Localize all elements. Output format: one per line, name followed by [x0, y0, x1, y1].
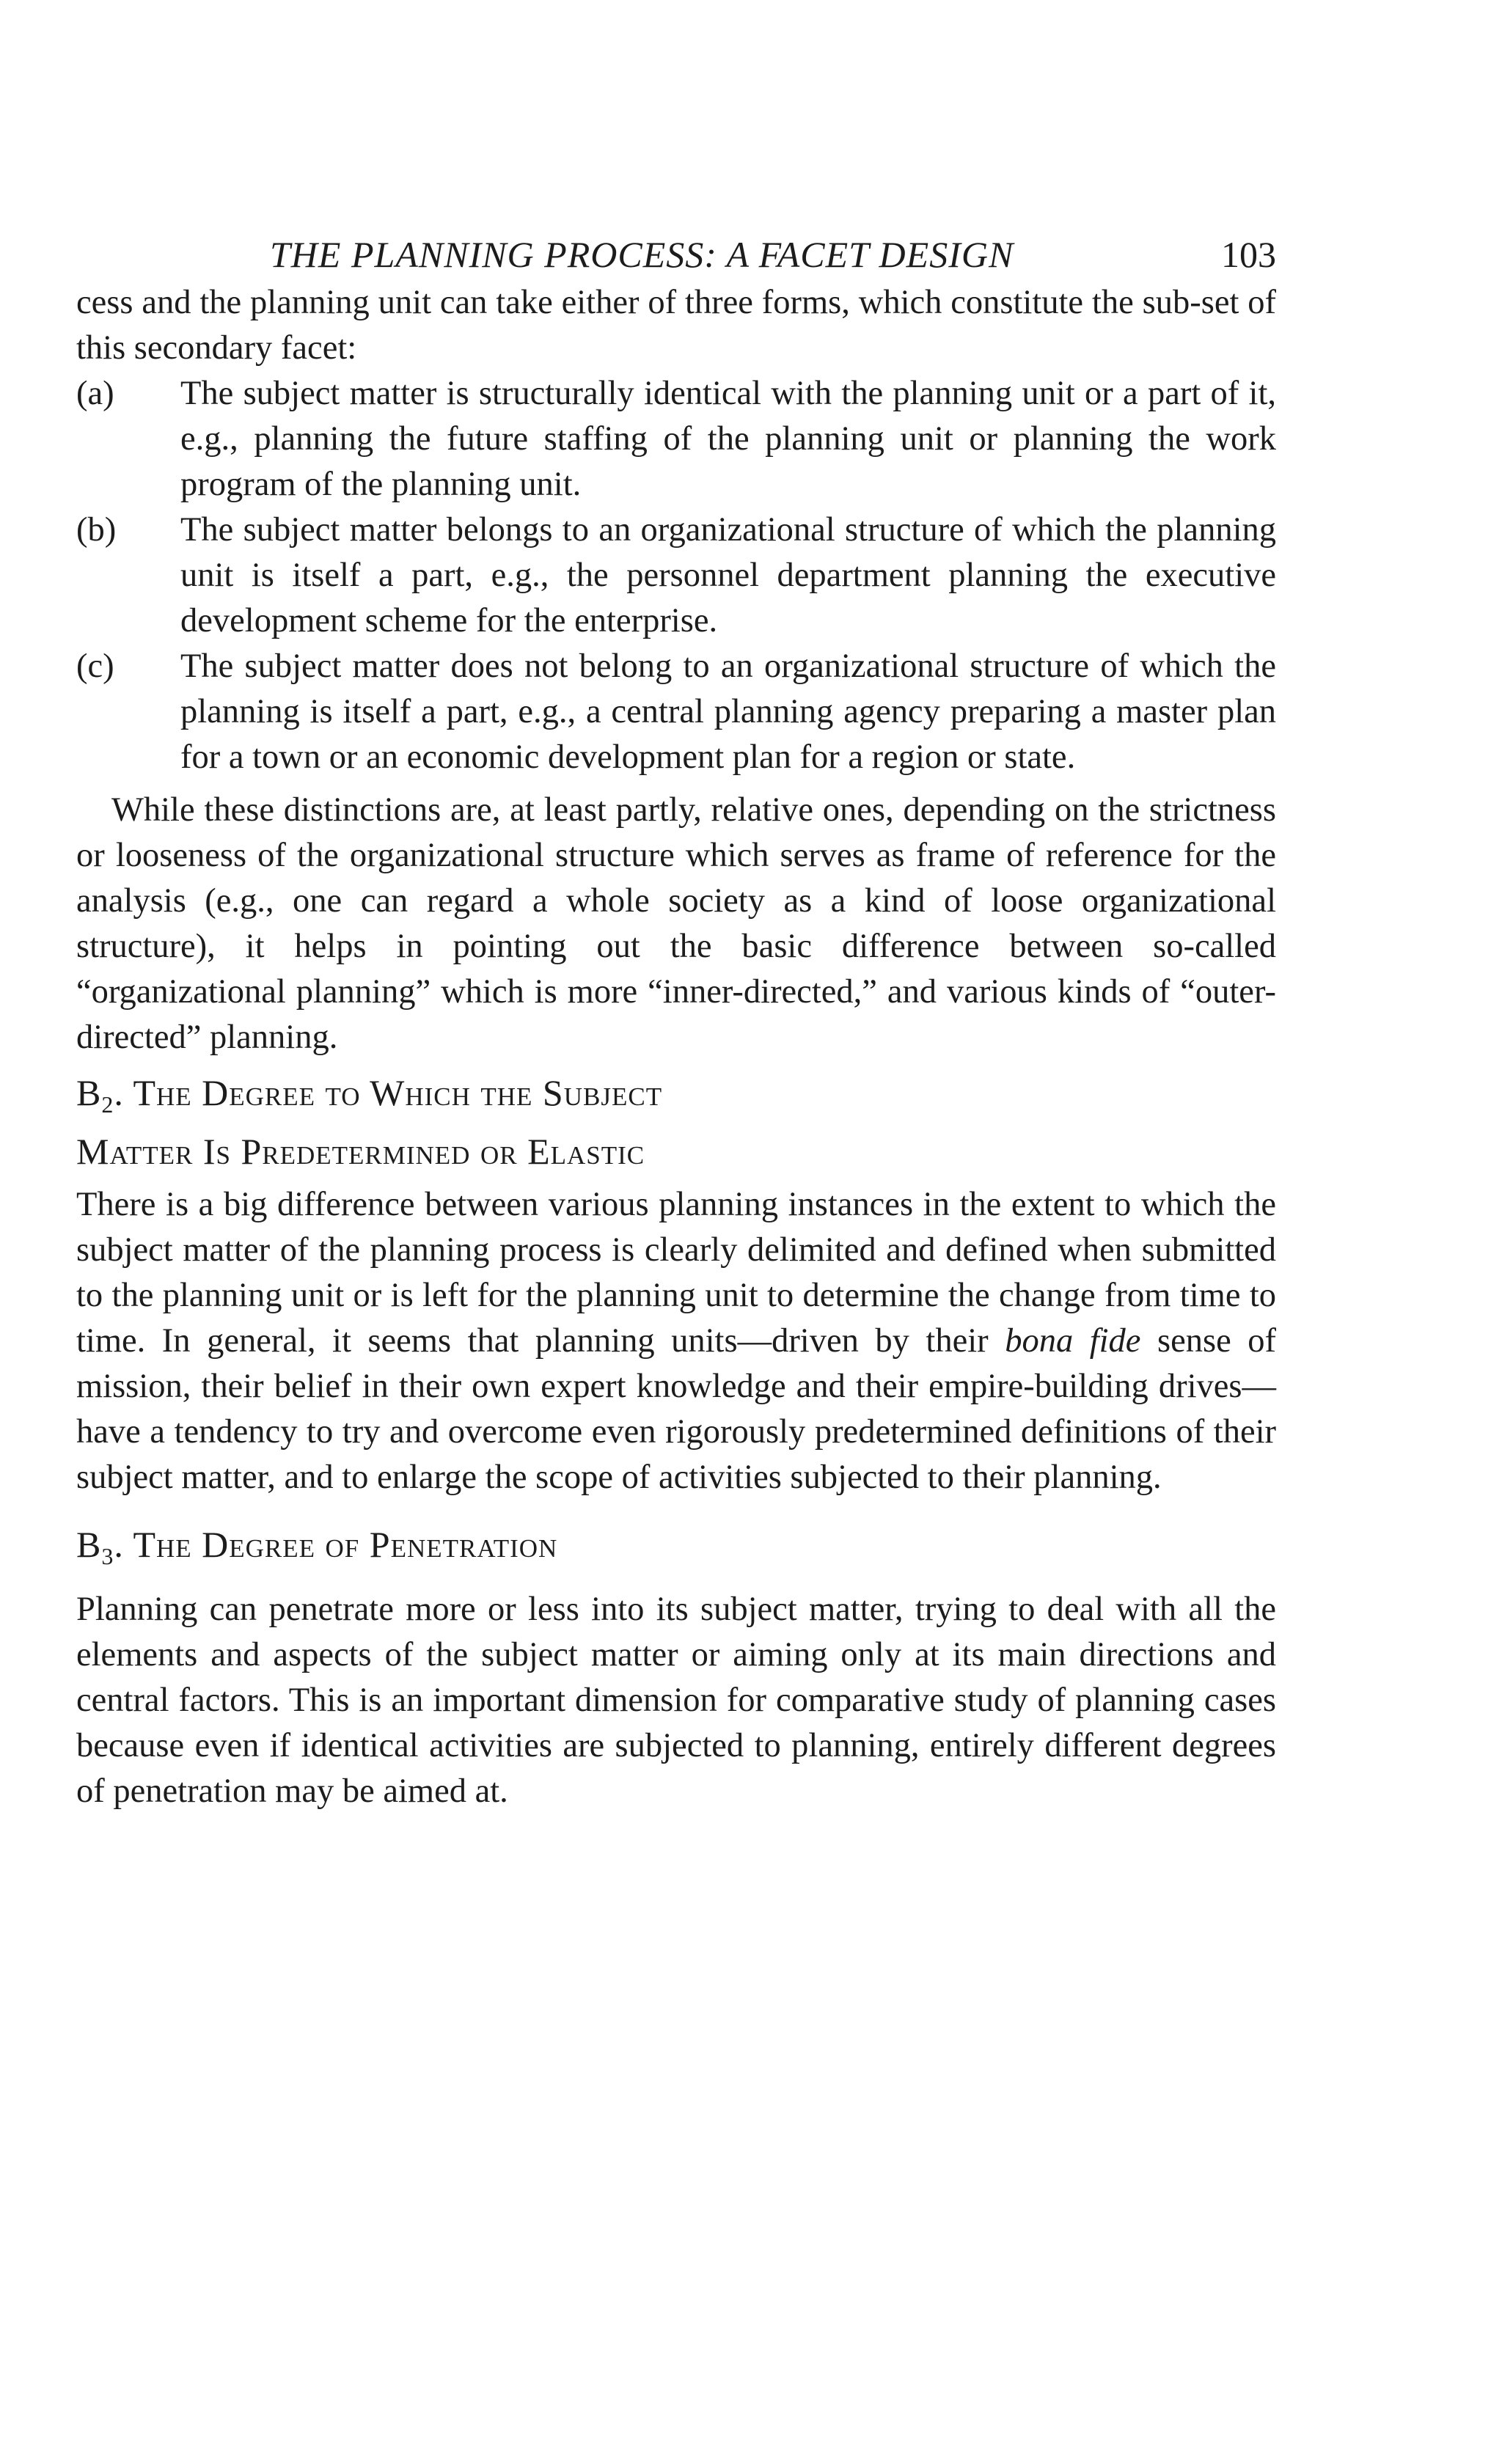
section-label: B — [76, 1524, 102, 1565]
paragraph-b2-italic: bona fide — [1005, 1322, 1141, 1360]
paragraph-distinctions: While these distinctions are, at least partly, relative ones, depending on the strictness or looseness of the organizational structure which serves as frame of reference for the analysis (e.g., one can regard a whole society as a kind of loose organizational structure), it helps in pointing out the basic difference between so-called “organizational planning” which is more “inner-directed,” and various kinds of “outer-directed” planning. — [76, 791, 1276, 1056]
section-heading-b3 — [76, 1521, 1276, 1580]
section-title: . The Degree to Which the Subject — [114, 1072, 663, 1113]
section-subscript: 3 — [101, 1543, 114, 1569]
page-number: 103 — [1221, 234, 1276, 275]
list-item-text: The subject matter is structurally identical with the planning unit or a part of it, e.g., planning the future staffing of the planning unit or planning the work program of the planning unit. — [180, 375, 1276, 503]
running-head — [76, 233, 1276, 277]
list-marker: (b) — [76, 511, 117, 549]
running-title: THE PLANNING PROCESS: A FACET DESIGN — [270, 234, 1014, 275]
book-page — [76, 0, 1276, 2464]
list-marker: (a) — [76, 375, 114, 412]
intro-paragraph: cess and the planning unit can take either of three forms, which constitute the sub-set of this secondary facet: — [76, 284, 1276, 367]
list-marker: (c) — [76, 648, 114, 685]
section-label: B — [76, 1072, 102, 1113]
paragraph-b3: Planning can penetrate more or less into its subject matter, trying to deal with all the elements and aspects of the subject matter or aiming only at its main directions and central factors. This is an important dimension for comparative study of planning cases because even if identical activities are subjected to planning, entirely different degrees of penetration may be aimed at. — [76, 1591, 1276, 1810]
section-title: . The Degree of Penetration — [114, 1524, 558, 1565]
paragraph-b2-part2: sense of mission, their belief in their own expert knowledge and their empire-building drives—have a tendency to try and overcome even rigorously predetermined definitions of their subject matter, and to enlarge the scope of activities subjected to their planning. — [76, 1322, 1276, 1496]
facet-list — [76, 371, 1276, 780]
list-item-text: The subject matter does not belong to an organizational structure of which the planning is itself a part, e.g., a central planning agency preparing a master plan for a town or an economic development plan for a region or state. — [180, 648, 1276, 776]
paragraph-b2 — [76, 1182, 1276, 1500]
list-item-c — [76, 644, 1276, 780]
section-heading-b2-line2: Matter Is Predetermined or Elastic — [76, 1131, 645, 1172]
body-text — [76, 280, 1276, 1814]
section-heading-b2-line1 — [76, 1069, 1276, 1128]
section-subscript: 2 — [101, 1091, 114, 1118]
section-heading-b2 — [76, 1069, 1276, 1175]
list-item-text: The subject matter belongs to an organizational structure of which the planning unit is itself a part, e.g., the personnel department planning the executive development scheme for the enterprise. — [180, 511, 1276, 639]
paragraph-b2-part1: There is a big difference between various planning instances in the extent to which the subject matter of the planning process is clearly delimited and defined when submitted to the planning unit or is left for the planning unit to determine the change from time to time. In general, it seems that planning units—driven by their — [76, 1186, 1276, 1360]
list-item-a — [76, 371, 1276, 507]
list-item-b — [76, 507, 1276, 644]
